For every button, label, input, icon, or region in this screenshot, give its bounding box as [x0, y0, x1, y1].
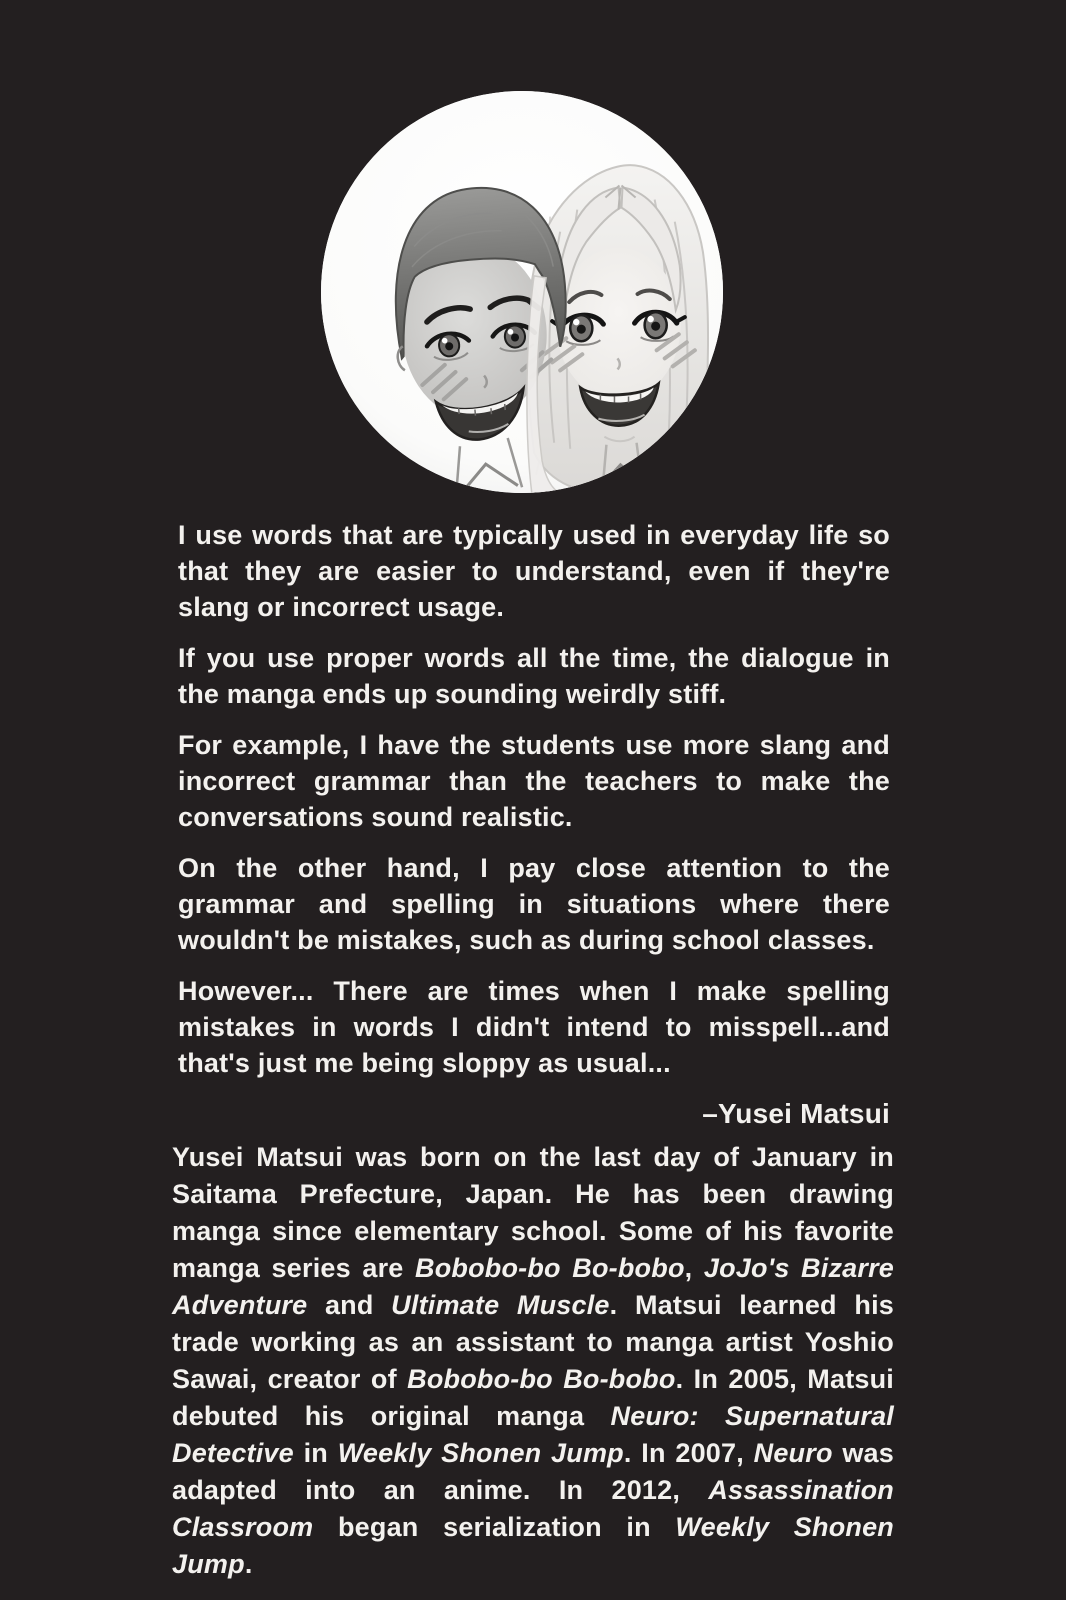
author-note-paragraph: For example, I have the students use more slang and incorrect grammar than the teachers to make the conversations sound realistic. [178, 730, 890, 832]
author-note-paragraph: However... There are times when I make spelling mistakes in words I didn't intend to misspell...and that's just me being sloppy as usual... [178, 976, 890, 1078]
author-note-paragraph: I use words that are typically used in everyday life so that they are easier to understand, even if they're slang or incorrect usage. [178, 520, 890, 622]
author-bio-paragraph: Yusei Matsui was born on the last day of January in Saitama Prefecture, Japan. He has been drawing manga since elementary school. Some of his favorite manga series are Bobobo-bo Bo-bobo, JoJo's Bizarre Adventure and Ultimate Muscle. Matsui learned his trade working as an assistant to manga artist Yoshio Sawai, creator of Bobobo-bo Bo-bobo. In 2005, Matsui debuted his original manga Neuro: Supernatural Detective in Weekly Shonen Jump. In 2007, Neuro was adapted into an anime. In 2012, Assassination Classroom began serialization in Weekly Shonen Jump. [172, 1142, 895, 1579]
sketch-girl [527, 165, 708, 493]
author-signature: –Yusei Matsui [702, 1098, 890, 1129]
author-note [178, 517, 890, 1132]
author-note-paragraph: On the other hand, I pay close attention to the grammar and spelling in situations where there wouldn't be mistakes, such as during school classes. [178, 853, 890, 955]
author-note-paragraph: If you use proper words all the time, the dialogue in the manga ends up sounding weirdly stiff. [178, 643, 890, 709]
author-portrait-illustration [321, 91, 723, 493]
portrait-sketch-svg [321, 91, 723, 493]
